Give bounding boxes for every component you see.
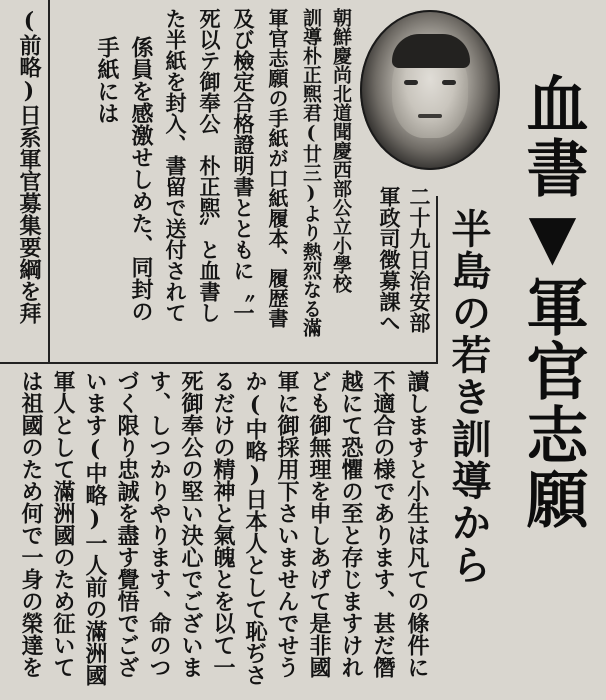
continuation-column: います(中略)一人前の滿洲國 [82, 370, 108, 686]
divider-line [0, 362, 438, 364]
continuation-column: 軍人として滿洲國のため征いて [50, 370, 76, 678]
continuation-column: か(中略)日本人として恥ぢさ [242, 370, 268, 686]
portrait-hair [392, 34, 470, 68]
continuation-column: ども御無理を申しあげて是非國 [306, 370, 332, 678]
divider-line [436, 196, 438, 364]
lead-column: 軍政司徴募課へ [377, 186, 402, 333]
quote-start-column: (前略)日系軍官募集要綱を拜 [16, 8, 42, 324]
continuation-column: は祖國のため何で一身の榮達を [18, 370, 44, 678]
portrait-mouth [418, 114, 442, 118]
portrait-eye-left [404, 80, 418, 85]
lead-column: 訓導朴正煕君(廿三)より熱烈なる滿 [300, 8, 322, 337]
continuation-column: 越にて恐懼の至と存じますけれ [338, 370, 364, 678]
continuation-column: 不適合の様であります、甚だ僭 [370, 370, 396, 678]
continuation-column: 軍に御採用下さいませんでせう [274, 370, 300, 678]
lead-column: 手紙には [94, 36, 120, 124]
lead-column: 朝鮮慶尚北道聞慶西部公立小學校 [330, 8, 352, 293]
lead-column: 軍官志願の手紙が口紙履本、履歴書 [265, 8, 289, 328]
headline: 血書▼軍官志願 [516, 72, 589, 531]
portrait-eye-right [442, 80, 456, 85]
continuation-column: づく限り忠誠を盡す覺悟でござ [114, 370, 140, 678]
continuation-column: す、しつかりやります、命のつ [146, 370, 172, 678]
lead-column: た半紙を封入、書留で送付されて [163, 8, 188, 323]
lead-column: 死以テ御奉公 朴正煕〟と血書し [197, 8, 222, 323]
continuation-column: るだけの精神と氣魄とを以て一 [210, 370, 236, 678]
subheadline: 半島の若き訓導から [445, 208, 492, 586]
lead-column: 及び檢定合格證明書とともに〝一 [231, 8, 256, 323]
lead-column: 二十九日治安部 [407, 186, 432, 333]
continuation-column: 死御奉公の堅い決心でございま [178, 370, 204, 678]
lead-column: 係員を感激せしめた、同封の [128, 36, 154, 322]
continuation-column: 讀しますと小生は凡ての條件に [404, 370, 430, 678]
divider-line [48, 0, 50, 362]
